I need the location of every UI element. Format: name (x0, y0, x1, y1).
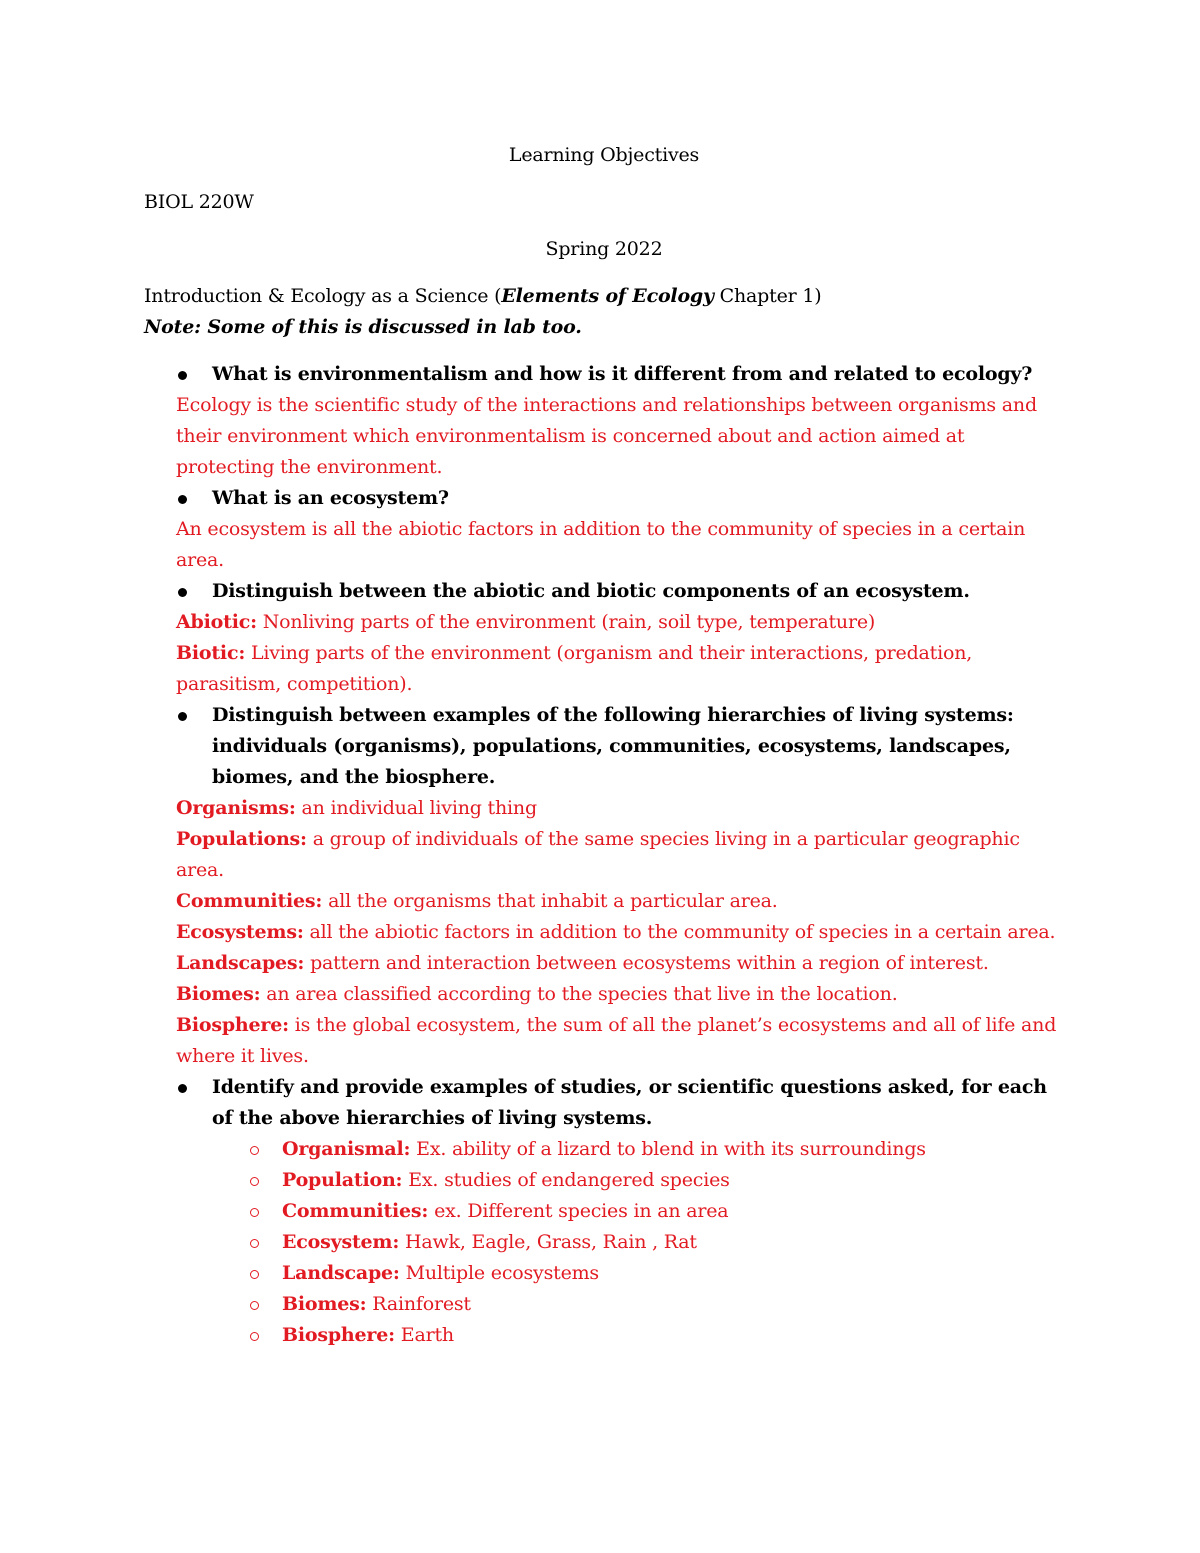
section-heading-suffix: Chapter 1) (713, 285, 822, 307)
sub-item-term: Communities: (282, 1200, 429, 1222)
question-text: Identify and provide examples of studies, or scientific questions asked, for each of the above hierarchies of living systems. (212, 1076, 1047, 1129)
answer-term-line (144, 979, 1064, 1010)
answer-term-line (144, 607, 1064, 638)
answer-term: Populations: (176, 828, 307, 850)
answer-definition: Nonliving parts of the environment (rain, soil type, temperature) (256, 611, 876, 633)
bullet-icon (178, 1084, 187, 1093)
answer-term: Organisms: (176, 797, 296, 819)
answer-term-line (144, 793, 1064, 824)
answer-definition: Living parts of the environment (organism and their interactions, predation, parasitism, competition). (176, 642, 973, 695)
question-text: What is environmentalism and how is it different from and related to ecology? (212, 363, 1033, 385)
answer-definition: pattern and interaction between ecosystems within a region of interest. (304, 952, 989, 974)
answer-term: Biotic: (176, 642, 246, 664)
course-code: BIOL 220W (144, 191, 254, 213)
sub-item-term: Ecosystem: (282, 1231, 400, 1253)
sub-item-text: Hawk, Eagle, Grass, Rain , Rat (399, 1231, 697, 1253)
answer-definition: all the abiotic factors in addition to the community of species in a certain area. (303, 921, 1056, 943)
sub-list-item (144, 1165, 1064, 1196)
sub-list-item (144, 1258, 1064, 1289)
question-text: Distinguish between examples of the following hierarchies of living systems: individuals (organisms), populations, communities, ecosystems, landscapes, biomes, and the biosphere. (212, 704, 1014, 788)
question-item (144, 1072, 1064, 1134)
hollow-bullet-icon (250, 1208, 259, 1217)
section-heading-book: Elements of Ecology (501, 285, 714, 307)
question-text: What is an ecosystem? (212, 487, 449, 509)
sub-item-text: Multiple ecosystems (399, 1262, 599, 1284)
answer-definition: an area classified according to the species that live in the location. (260, 983, 898, 1005)
question-text: Distinguish between the abiotic and biotic components of an ecosystem. (212, 580, 970, 602)
sub-item-text: ex. Different species in an area (428, 1200, 729, 1222)
hollow-bullet-icon (250, 1270, 259, 1279)
hollow-bullet-icon (250, 1301, 259, 1310)
sub-item-term: Organismal: (282, 1138, 411, 1160)
hollow-bullet-icon (250, 1239, 259, 1248)
answer-definition: is the global ecosystem, the sum of all the planet’s ecosystems and all of life and where it lives. (176, 1014, 1057, 1067)
section-note: Note: Some of this is discussed in lab too. (144, 316, 582, 338)
answer-term: Ecosystems: (176, 921, 304, 943)
sub-list-item (144, 1289, 1064, 1320)
sub-item-text: Ex. studies of endangered species (402, 1169, 730, 1191)
section-heading (144, 281, 1064, 312)
bullet-icon (178, 712, 187, 721)
hollow-bullet-icon (250, 1332, 259, 1341)
answer-term-line (144, 917, 1064, 948)
sub-item-text: Earth (394, 1324, 454, 1346)
document-title: Learning Objectives (508, 144, 700, 166)
answer-text: An ecosystem is all the abiotic factors in addition to the community of species in a certain area. (176, 518, 1026, 571)
sub-list-item (144, 1134, 1064, 1165)
answer-term: Communities: (176, 890, 323, 912)
sub-list-item (144, 1320, 1064, 1351)
answer-term-line (144, 638, 1064, 700)
sub-list-item (144, 1227, 1064, 1258)
answer-term: Landscapes: (176, 952, 305, 974)
answer-term: Biomes: (176, 983, 261, 1005)
answer-term: Abiotic: (176, 611, 257, 633)
sub-item-term: Biomes: (282, 1293, 367, 1315)
question-item (144, 359, 1064, 390)
answer-definition: all the organisms that inhabit a particular area. (322, 890, 778, 912)
section-heading-prefix: Introduction & Ecology as a Science ( (144, 285, 502, 307)
bullet-icon (178, 588, 187, 597)
answer-term: Biosphere: (176, 1014, 289, 1036)
answer-term-line (144, 948, 1064, 979)
bullet-icon (178, 371, 187, 380)
question-item (144, 483, 1064, 514)
hollow-bullet-icon (250, 1177, 259, 1186)
question-item (144, 576, 1064, 607)
answer-term-line (144, 886, 1064, 917)
bullet-icon (178, 495, 187, 504)
answer-definition: a group of individuals of the same species living in a particular geographic area. (176, 828, 1020, 881)
sub-list-item (144, 1196, 1064, 1227)
answer-text: Ecology is the scientific study of the interactions and relationships between organisms and their environment which environmentalism is concerned about and action aimed at protecting the environment. (176, 394, 1037, 478)
document-body (144, 140, 1064, 1351)
term-label: Spring 2022 (545, 238, 663, 260)
sub-item-text: Rainforest (366, 1293, 471, 1315)
sub-item-term: Landscape: (282, 1262, 400, 1284)
sub-item-text: Ex. ability of a lizard to blend in with its surroundings (410, 1138, 926, 1160)
sub-item-term: Population: (282, 1169, 403, 1191)
question-item (144, 700, 1064, 793)
answer-definition: an individual living thing (295, 797, 537, 819)
hollow-bullet-icon (250, 1146, 259, 1155)
sub-item-term: Biosphere: (282, 1324, 395, 1346)
answer-term-line (144, 824, 1064, 886)
answer-term-line (144, 1010, 1064, 1072)
